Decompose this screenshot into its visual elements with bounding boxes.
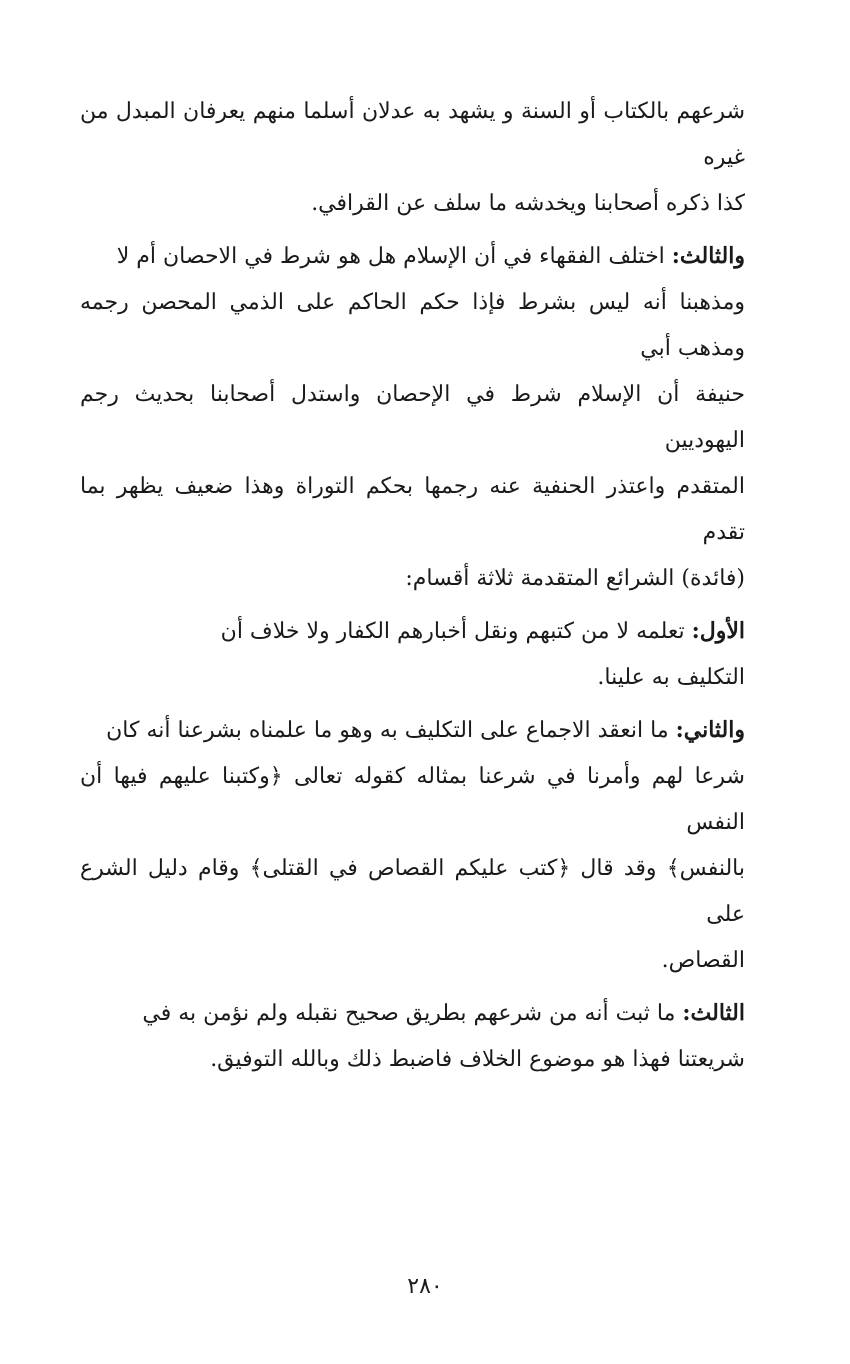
- text-line: حنيفة أن الإسلام شرط في الإحصان واستدل أصحابنا بحديث رجم اليهوديين: [80, 382, 745, 453]
- page-number: ٢٨٠: [407, 1274, 443, 1299]
- paragraph-lead: والثالث:: [671, 243, 745, 269]
- page-body: [80, 88, 745, 1089]
- text-line-content: ما انعقد الاجماع على التكليف به وهو ما علمناه بشرعنا أنه كان: [106, 718, 676, 743]
- text-line: كذا ذكره أصحابنا ويخدشه ما سلف عن القرافي.: [311, 191, 745, 216]
- text-line: [80, 233, 745, 280]
- text-line: التكليف به علينا.: [597, 665, 745, 690]
- paragraph-lead: الثالث:: [682, 1000, 745, 1026]
- paragraph-third-issue: [80, 233, 745, 602]
- paragraph-first-section: [80, 608, 745, 701]
- text-line: المتقدم واعتذر الحنفية عنه رجمها بحكم التوراة وهذا ضعيف يظهر بما تقدم: [80, 474, 745, 545]
- paragraph-lead: الأول:: [691, 618, 745, 644]
- text-line: [80, 88, 745, 181]
- text-line-content: اختلف الفقهاء في أن الإسلام هل هو شرط في الاحصان أم لا: [116, 244, 672, 269]
- text-line: [80, 608, 745, 655]
- text-line: شرعا لهم وأمرنا في شرعنا بمثاله كقوله تعالى ﴿وكتبنا عليهم فيها أن النفس: [80, 764, 745, 835]
- text-line: القصاص.: [661, 948, 745, 973]
- paragraph-third-section: [80, 990, 745, 1083]
- paragraph-intro: [80, 88, 745, 227]
- paragraph-second-section: [80, 707, 745, 984]
- text-line: بالنفس﴾ وقد قال ﴿كتب عليكم القصاص في القتلى﴾ وقام دليل الشرع على: [80, 856, 745, 927]
- paragraph-lead: والثاني:: [675, 717, 745, 743]
- text-line-content: ما ثبت أنه من شرعهم بطريق صحيح نقبله ولم نؤمن به في: [142, 1001, 683, 1026]
- text-line: [80, 707, 745, 754]
- text-line-content: شرعهم بالكتاب أو السنة و يشهد به عدلان أسلما منهم يعرفان المبدل من غيره: [80, 99, 745, 170]
- text-line: ومذهبنا أنه ليس بشرط فإذا حكم الحاكم على الذمي المحصن رجمه ومذهب أبي: [80, 290, 745, 361]
- text-line-content: تعلمه لا من كتبهم ونقل أخبارهم الكفار ولا خلاف أن: [220, 619, 692, 644]
- text-line: (فائدة) الشرائع المتقدمة ثلاثة أقسام:: [405, 566, 745, 591]
- text-line: شريعتنا فهذا هو موضوع الخلاف فاضبط ذلك وبالله التوفيق.: [210, 1047, 745, 1072]
- text-line: [80, 990, 745, 1037]
